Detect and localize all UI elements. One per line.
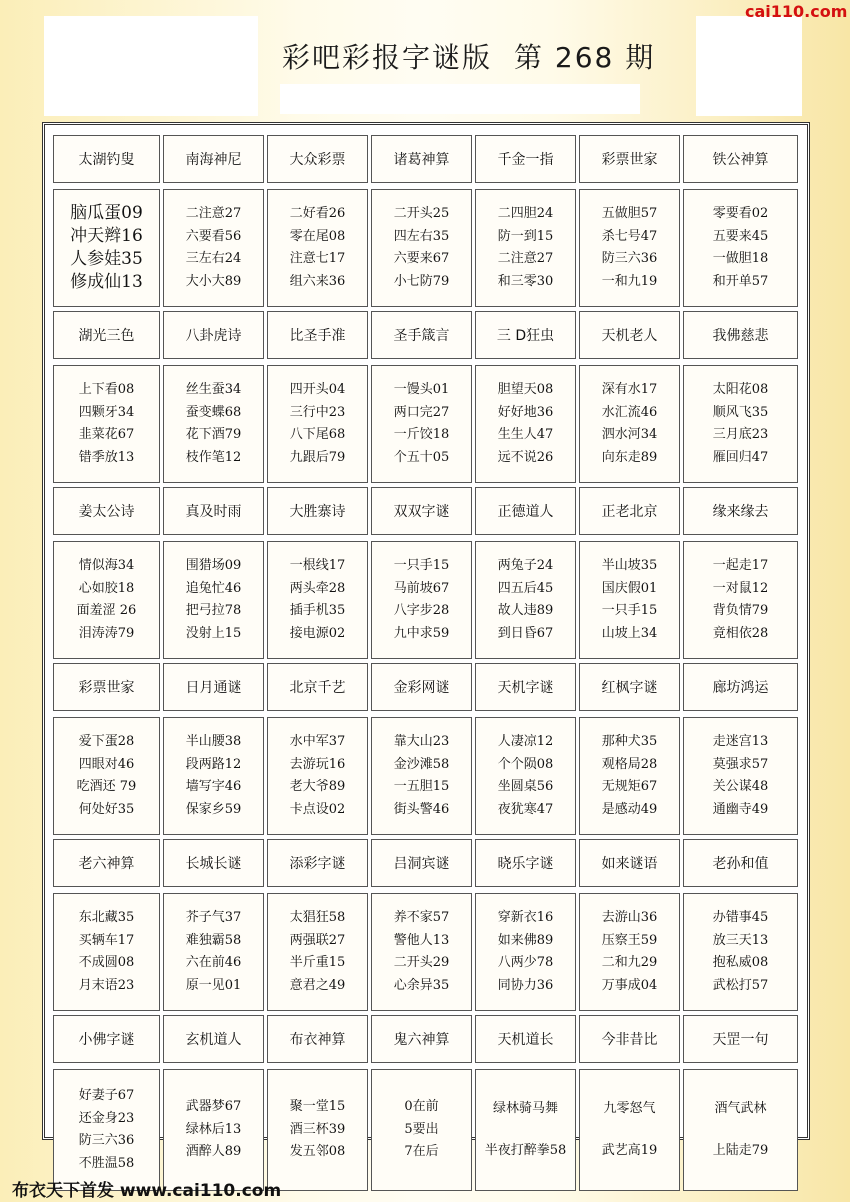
- riddle-line: 两口完27: [393, 404, 450, 420]
- riddle-cell: [683, 717, 798, 835]
- column-header: 我佛慈悲: [683, 311, 798, 359]
- column-header: 红枫字谜: [579, 663, 680, 711]
- riddle-line: 7在后: [404, 1144, 439, 1160]
- riddle-line: 九中求59: [393, 625, 450, 641]
- riddle-cell: [53, 189, 160, 307]
- column-header: 缘来缘去: [683, 487, 798, 535]
- riddle-cell: [267, 717, 368, 835]
- column-header: 吕洞宾谜: [371, 839, 472, 887]
- riddle-cell: [163, 1069, 264, 1191]
- riddle-line: 九零怒气: [603, 1100, 656, 1116]
- riddle-line: 一起走17: [712, 558, 769, 573]
- riddle-line: 穿新衣16: [497, 910, 554, 925]
- riddle-line: 远不说26: [497, 449, 554, 465]
- riddle-line: 同协力36: [497, 977, 554, 993]
- riddle-line: 酒三杯39: [289, 1121, 346, 1137]
- column-header: 太湖钓叟: [53, 135, 160, 183]
- riddle-line: 去游山36: [601, 910, 658, 925]
- riddle-line: 八下尾68: [289, 427, 346, 442]
- riddle-line: 靠大山23: [393, 734, 450, 749]
- riddle-line: 东北藏35: [78, 910, 135, 925]
- riddle-line: 一斤饺18: [393, 427, 450, 442]
- riddle-line: 三左右24: [185, 251, 242, 266]
- riddle-line: 水中军37: [289, 734, 346, 749]
- riddle-line: 雁回归47: [712, 449, 769, 465]
- riddle-line: 意君之49: [289, 977, 346, 993]
- page-title: [282, 38, 655, 78]
- issue-number: 第 268 期: [514, 41, 656, 74]
- riddle-line: 是感动49: [601, 801, 658, 817]
- column-header: 布衣神算: [267, 1015, 368, 1063]
- column-header: 老孙和值: [683, 839, 798, 887]
- riddle-line: 一五胆15: [393, 779, 450, 794]
- riddle-line: 莫强求57: [712, 756, 769, 772]
- riddle-line: 人凄凉12: [497, 734, 554, 749]
- riddle-line: 四开头04: [289, 382, 346, 397]
- riddle-line: 走迷宫13: [712, 734, 769, 749]
- riddle-line: 太猖狂58: [289, 910, 346, 925]
- riddle-cell: [371, 189, 472, 307]
- riddle-line: 情似海34: [78, 558, 135, 573]
- riddle-line: 半山坡35: [601, 558, 658, 573]
- riddle-cell: [475, 365, 576, 483]
- riddle-line: 和开单57: [712, 273, 769, 289]
- column-header: 正德道人: [475, 487, 576, 535]
- riddle-line: 观格局28: [601, 756, 658, 772]
- riddle-line: 墙写字46: [185, 779, 242, 794]
- column-header: 彩票世家: [579, 135, 680, 183]
- riddle-line: 六要来67: [393, 251, 450, 266]
- riddle-line: 蚕变蝶68: [185, 404, 242, 420]
- riddle-line: 修成仙13: [70, 272, 143, 292]
- column-header: 诸葛神算: [371, 135, 472, 183]
- riddle-line: 爱下蛋28: [78, 734, 135, 749]
- riddle-cell: [267, 893, 368, 1011]
- riddle-line: 两强联27: [289, 932, 346, 948]
- riddle-cell: [53, 717, 160, 835]
- riddle-line: 二注意27: [185, 206, 242, 221]
- riddle-cell: [683, 365, 798, 483]
- riddle-line: 抱私威08: [712, 955, 769, 970]
- riddle-cell: [683, 1069, 798, 1191]
- column-header: 天机道长: [475, 1015, 576, 1063]
- riddle-line: 芥子气37: [185, 910, 242, 925]
- riddle-line: 武松打57: [712, 977, 769, 993]
- riddle-line: 压察王59: [601, 932, 658, 948]
- blank-panel-left: [44, 16, 258, 116]
- riddle-line: 花下酒79: [185, 427, 242, 442]
- riddle-line: 警他人13: [393, 932, 450, 948]
- column-header: 晓乐字谜: [475, 839, 576, 887]
- riddle-line: 冲天辫16: [70, 226, 143, 246]
- riddle-line: 围猎场09: [185, 558, 242, 573]
- riddle-line: 小七防79: [393, 273, 450, 289]
- column-header: 千金一指: [475, 135, 576, 183]
- riddle-line: 0在前: [404, 1099, 439, 1115]
- riddle-line: 去游玩16: [289, 756, 346, 772]
- riddle-cell: [475, 1069, 576, 1191]
- column-header: 天机老人: [579, 311, 680, 359]
- riddle-line: 山坡上34: [601, 625, 658, 641]
- riddle-cell: [475, 541, 576, 659]
- riddle-line: 二开头25: [393, 206, 450, 221]
- riddle-line: 零在尾08: [289, 228, 346, 244]
- riddle-cell: [683, 189, 798, 307]
- riddle-line: 武器梦67: [185, 1099, 242, 1115]
- riddle-line: 脑瓜蛋09: [70, 203, 143, 223]
- riddle-line: 注意七17: [289, 251, 346, 266]
- riddle-cell: [579, 893, 680, 1011]
- column-header: 天机字谜: [475, 663, 576, 711]
- riddle-line: 国庆假01: [601, 580, 658, 596]
- riddle-line: 放三天13: [712, 932, 769, 948]
- riddle-line: 吃酒还 79: [76, 779, 137, 794]
- riddle-line: 四五后45: [497, 580, 554, 596]
- riddle-cell: [163, 189, 264, 307]
- column-header: 小佛字谜: [53, 1015, 160, 1063]
- riddle-line: 二四胆24: [497, 206, 554, 221]
- riddle-cell: [579, 541, 680, 659]
- riddle-cell: [579, 1069, 680, 1191]
- riddle-line: 夜犹寒47: [497, 801, 554, 817]
- column-header: 玄机道人: [163, 1015, 264, 1063]
- riddle-line: 5要出: [404, 1121, 439, 1137]
- riddle-line: 老大爷89: [289, 779, 346, 794]
- riddle-line: 个五十05: [393, 449, 450, 465]
- riddle-line: 如来佛89: [497, 932, 554, 948]
- riddle-cell: [475, 893, 576, 1011]
- riddle-line: 向东走89: [601, 449, 658, 465]
- riddle-line: 关公谋48: [712, 779, 769, 794]
- riddle-line: 两兔子24: [497, 558, 554, 573]
- column-header: 日月通谜: [163, 663, 264, 711]
- column-header: 北京千艺: [267, 663, 368, 711]
- riddle-cell: [53, 893, 160, 1011]
- column-header: 圣手箴言: [371, 311, 472, 359]
- column-header: 三 D狂虫: [475, 311, 576, 359]
- riddle-cell: [475, 189, 576, 307]
- riddle-line: 和三零30: [497, 273, 554, 289]
- riddle-cell: [53, 541, 160, 659]
- riddle-line: 保家乡59: [185, 801, 242, 817]
- riddle-line: 六在前46: [185, 955, 242, 970]
- riddle-line: 组六来36: [289, 273, 346, 289]
- riddle-line: 顺风飞35: [712, 404, 769, 420]
- riddle-line: 两头牵28: [289, 580, 346, 596]
- riddle-line: 还金身23: [78, 1110, 135, 1126]
- riddle-line: 绿林骑马舞: [492, 1100, 558, 1116]
- riddle-cell: [267, 541, 368, 659]
- riddle-line: 一和九19: [601, 273, 658, 289]
- riddle-line: 丝生蚕34: [185, 382, 242, 397]
- riddle-line: 泪涛涛79: [78, 625, 135, 641]
- riddle-line: 买辆车17: [78, 932, 135, 948]
- column-header: 湖光三色: [53, 311, 160, 359]
- riddle-line: 半夜打醉拳58: [484, 1142, 567, 1158]
- column-header: 比圣手准: [267, 311, 368, 359]
- title-text: 彩吧彩报字谜版: [282, 41, 493, 74]
- riddle-line: 追兔忙46: [185, 580, 242, 596]
- riddle-line: 一对鼠12: [712, 580, 769, 596]
- riddle-line: 三行中23: [289, 404, 346, 420]
- riddle-line: 杀七号47: [601, 228, 658, 244]
- riddle-line: 水汇流46: [601, 404, 658, 420]
- riddle-line: 防三六36: [78, 1133, 135, 1148]
- riddle-line: 三月底23: [712, 427, 769, 442]
- riddle-line: 好妻子67: [78, 1088, 135, 1103]
- riddle-cell: [371, 365, 472, 483]
- riddle-line: 一根线17: [289, 558, 346, 573]
- footer-credit: 布衣天下首发 www.cai110.com: [12, 1181, 282, 1201]
- riddle-line: 不成圆08: [78, 955, 135, 970]
- riddle-cell: [371, 717, 472, 835]
- riddle-line: 酒醉人89: [185, 1144, 242, 1160]
- riddle-line: 八两少78: [497, 955, 554, 970]
- riddle-line: 一只手15: [393, 558, 450, 573]
- riddle-line: 金沙滩58: [393, 756, 450, 772]
- riddle-cell: [163, 541, 264, 659]
- riddle-line: 那种犬35: [601, 734, 658, 749]
- riddle-line: 接电源02: [289, 625, 346, 641]
- riddle-line: 心如胶18: [78, 580, 135, 596]
- riddle-cell: [267, 189, 368, 307]
- riddle-line: 到日昏67: [497, 625, 554, 641]
- riddle-line: 背负情79: [712, 603, 769, 618]
- riddle-cell: [163, 365, 264, 483]
- riddle-line: 二注意27: [497, 251, 554, 266]
- riddle-line: 原一见01: [185, 977, 242, 993]
- riddle-cell: [579, 365, 680, 483]
- riddle-cell: [53, 1069, 160, 1191]
- riddle-line: 六要看56: [185, 228, 242, 244]
- riddle-line: 酒气武林: [714, 1100, 767, 1116]
- column-header: 廊坊鸿运: [683, 663, 798, 711]
- column-header: 大众彩票: [267, 135, 368, 183]
- riddle-line: 马前坡67: [393, 580, 450, 596]
- riddle-line: 街头警46: [393, 801, 450, 817]
- riddle-line: 把弓拉78: [185, 603, 242, 618]
- riddle-line: 防一到15: [497, 228, 554, 244]
- riddle-cell: [579, 189, 680, 307]
- column-header: 彩票世家: [53, 663, 160, 711]
- riddle-line: 卡点设02: [289, 801, 346, 817]
- riddle-line: 一只手15: [601, 603, 658, 618]
- riddle-line: 太阳花08: [712, 382, 769, 397]
- riddle-line: 何处好35: [78, 801, 135, 817]
- riddle-line: 上陆走79: [712, 1142, 769, 1158]
- riddle-line: 竟相依28: [712, 625, 769, 641]
- riddle-line: 泗水河34: [601, 427, 658, 442]
- column-header: 如来谜语: [579, 839, 680, 887]
- riddle-line: 面羞涩 26: [76, 603, 137, 618]
- riddle-cell: [267, 365, 368, 483]
- riddle-line: 绿林后13: [185, 1121, 242, 1137]
- riddle-line: 坐圆桌56: [497, 779, 554, 794]
- riddle-line: 五要来45: [712, 228, 769, 244]
- column-header: 老六神算: [53, 839, 160, 887]
- riddle-line: 九跟后79: [289, 449, 346, 465]
- column-header: 姜太公诗: [53, 487, 160, 535]
- riddle-line: 一馒头01: [393, 382, 450, 397]
- riddle-line: 段两路12: [185, 756, 242, 772]
- column-header: 长城长谜: [163, 839, 264, 887]
- column-header: 双双字谜: [371, 487, 472, 535]
- column-header: 八卦虎诗: [163, 311, 264, 359]
- riddle-line: 上下看08: [78, 382, 135, 397]
- riddle-line: 五做胆57: [601, 206, 658, 221]
- riddle-line: 聚一堂15: [289, 1099, 346, 1115]
- riddle-cell: [371, 1069, 472, 1191]
- column-header: 鬼六神算: [371, 1015, 472, 1063]
- riddle-line: 月末语23: [78, 977, 135, 993]
- riddle-cell: [475, 717, 576, 835]
- riddle-line: 韭菜花67: [78, 427, 135, 442]
- riddle-cell: [163, 717, 264, 835]
- riddle-line: 办错事45: [712, 910, 769, 925]
- riddle-cell: [267, 1069, 368, 1191]
- riddle-line: 二开头29: [393, 955, 450, 970]
- riddle-line: 没射上15: [185, 625, 242, 641]
- riddle-cell: [163, 893, 264, 1011]
- riddle-line: 八字步28: [393, 603, 450, 618]
- riddle-line: 人参娃35: [70, 249, 143, 269]
- riddle-line: 半斤重15: [289, 955, 346, 970]
- riddle-line: 错季放13: [78, 449, 135, 465]
- riddle-line: 养不家57: [393, 910, 450, 925]
- riddle-line: 插手机35: [289, 603, 346, 618]
- riddle-line: 胆望天08: [497, 382, 554, 397]
- riddle-line: 四眼对46: [78, 756, 135, 772]
- riddle-cell: [683, 893, 798, 1011]
- riddle-line: 无规矩67: [601, 779, 658, 794]
- column-header: 正老北京: [579, 487, 680, 535]
- riddle-line: 通幽寺49: [712, 801, 769, 817]
- riddle-line: 深有水17: [601, 382, 658, 397]
- blank-panel-right: [696, 16, 802, 116]
- riddle-line: 一做胆18: [712, 251, 769, 266]
- column-header: 今非昔比: [579, 1015, 680, 1063]
- riddle-line: 难独霸58: [185, 932, 242, 948]
- blank-subtitle-panel: [280, 84, 640, 114]
- riddle-line: 二和九29: [601, 955, 658, 970]
- riddle-line: 四颗牙34: [78, 404, 135, 420]
- riddle-line: 故人违89: [497, 603, 554, 618]
- riddle-line: 零要看02: [712, 206, 769, 221]
- riddle-line: 生生人47: [497, 427, 554, 442]
- site-logo[interactable]: cai110.com: [745, 2, 848, 21]
- column-header: 铁公神算: [683, 135, 798, 183]
- riddle-line: 枝作笔12: [185, 449, 242, 465]
- riddle-line: 防三六36: [601, 251, 658, 266]
- riddle-line: 半山腰38: [185, 734, 242, 749]
- riddle-cell: [371, 541, 472, 659]
- riddle-cell: [579, 717, 680, 835]
- riddle-line: 武艺高19: [601, 1142, 658, 1158]
- riddle-line: 四左右35: [393, 228, 450, 244]
- riddle-line: 个个陨08: [497, 756, 554, 772]
- column-header: 添彩字谜: [267, 839, 368, 887]
- riddle-line: 心余异35: [393, 977, 450, 993]
- riddle-cell: [53, 365, 160, 483]
- riddle-table-frame: [42, 122, 810, 1171]
- column-header: 天罡一句: [683, 1015, 798, 1063]
- riddle-cell: [683, 541, 798, 659]
- riddle-line: 发五邻08: [289, 1144, 346, 1160]
- column-header: 南海神尼: [163, 135, 264, 183]
- riddle-line: 二好看26: [289, 206, 346, 221]
- column-header: 大胜寨诗: [267, 487, 368, 535]
- riddle-line: 大小大89: [185, 273, 242, 289]
- column-header: 真及时雨: [163, 487, 264, 535]
- riddle-line: 不胜温58: [78, 1155, 135, 1171]
- riddle-cell: [371, 893, 472, 1011]
- riddle-line: 好好地36: [497, 404, 554, 420]
- riddle-line: 万事成04: [601, 977, 658, 993]
- column-header: 金彩网谜: [371, 663, 472, 711]
